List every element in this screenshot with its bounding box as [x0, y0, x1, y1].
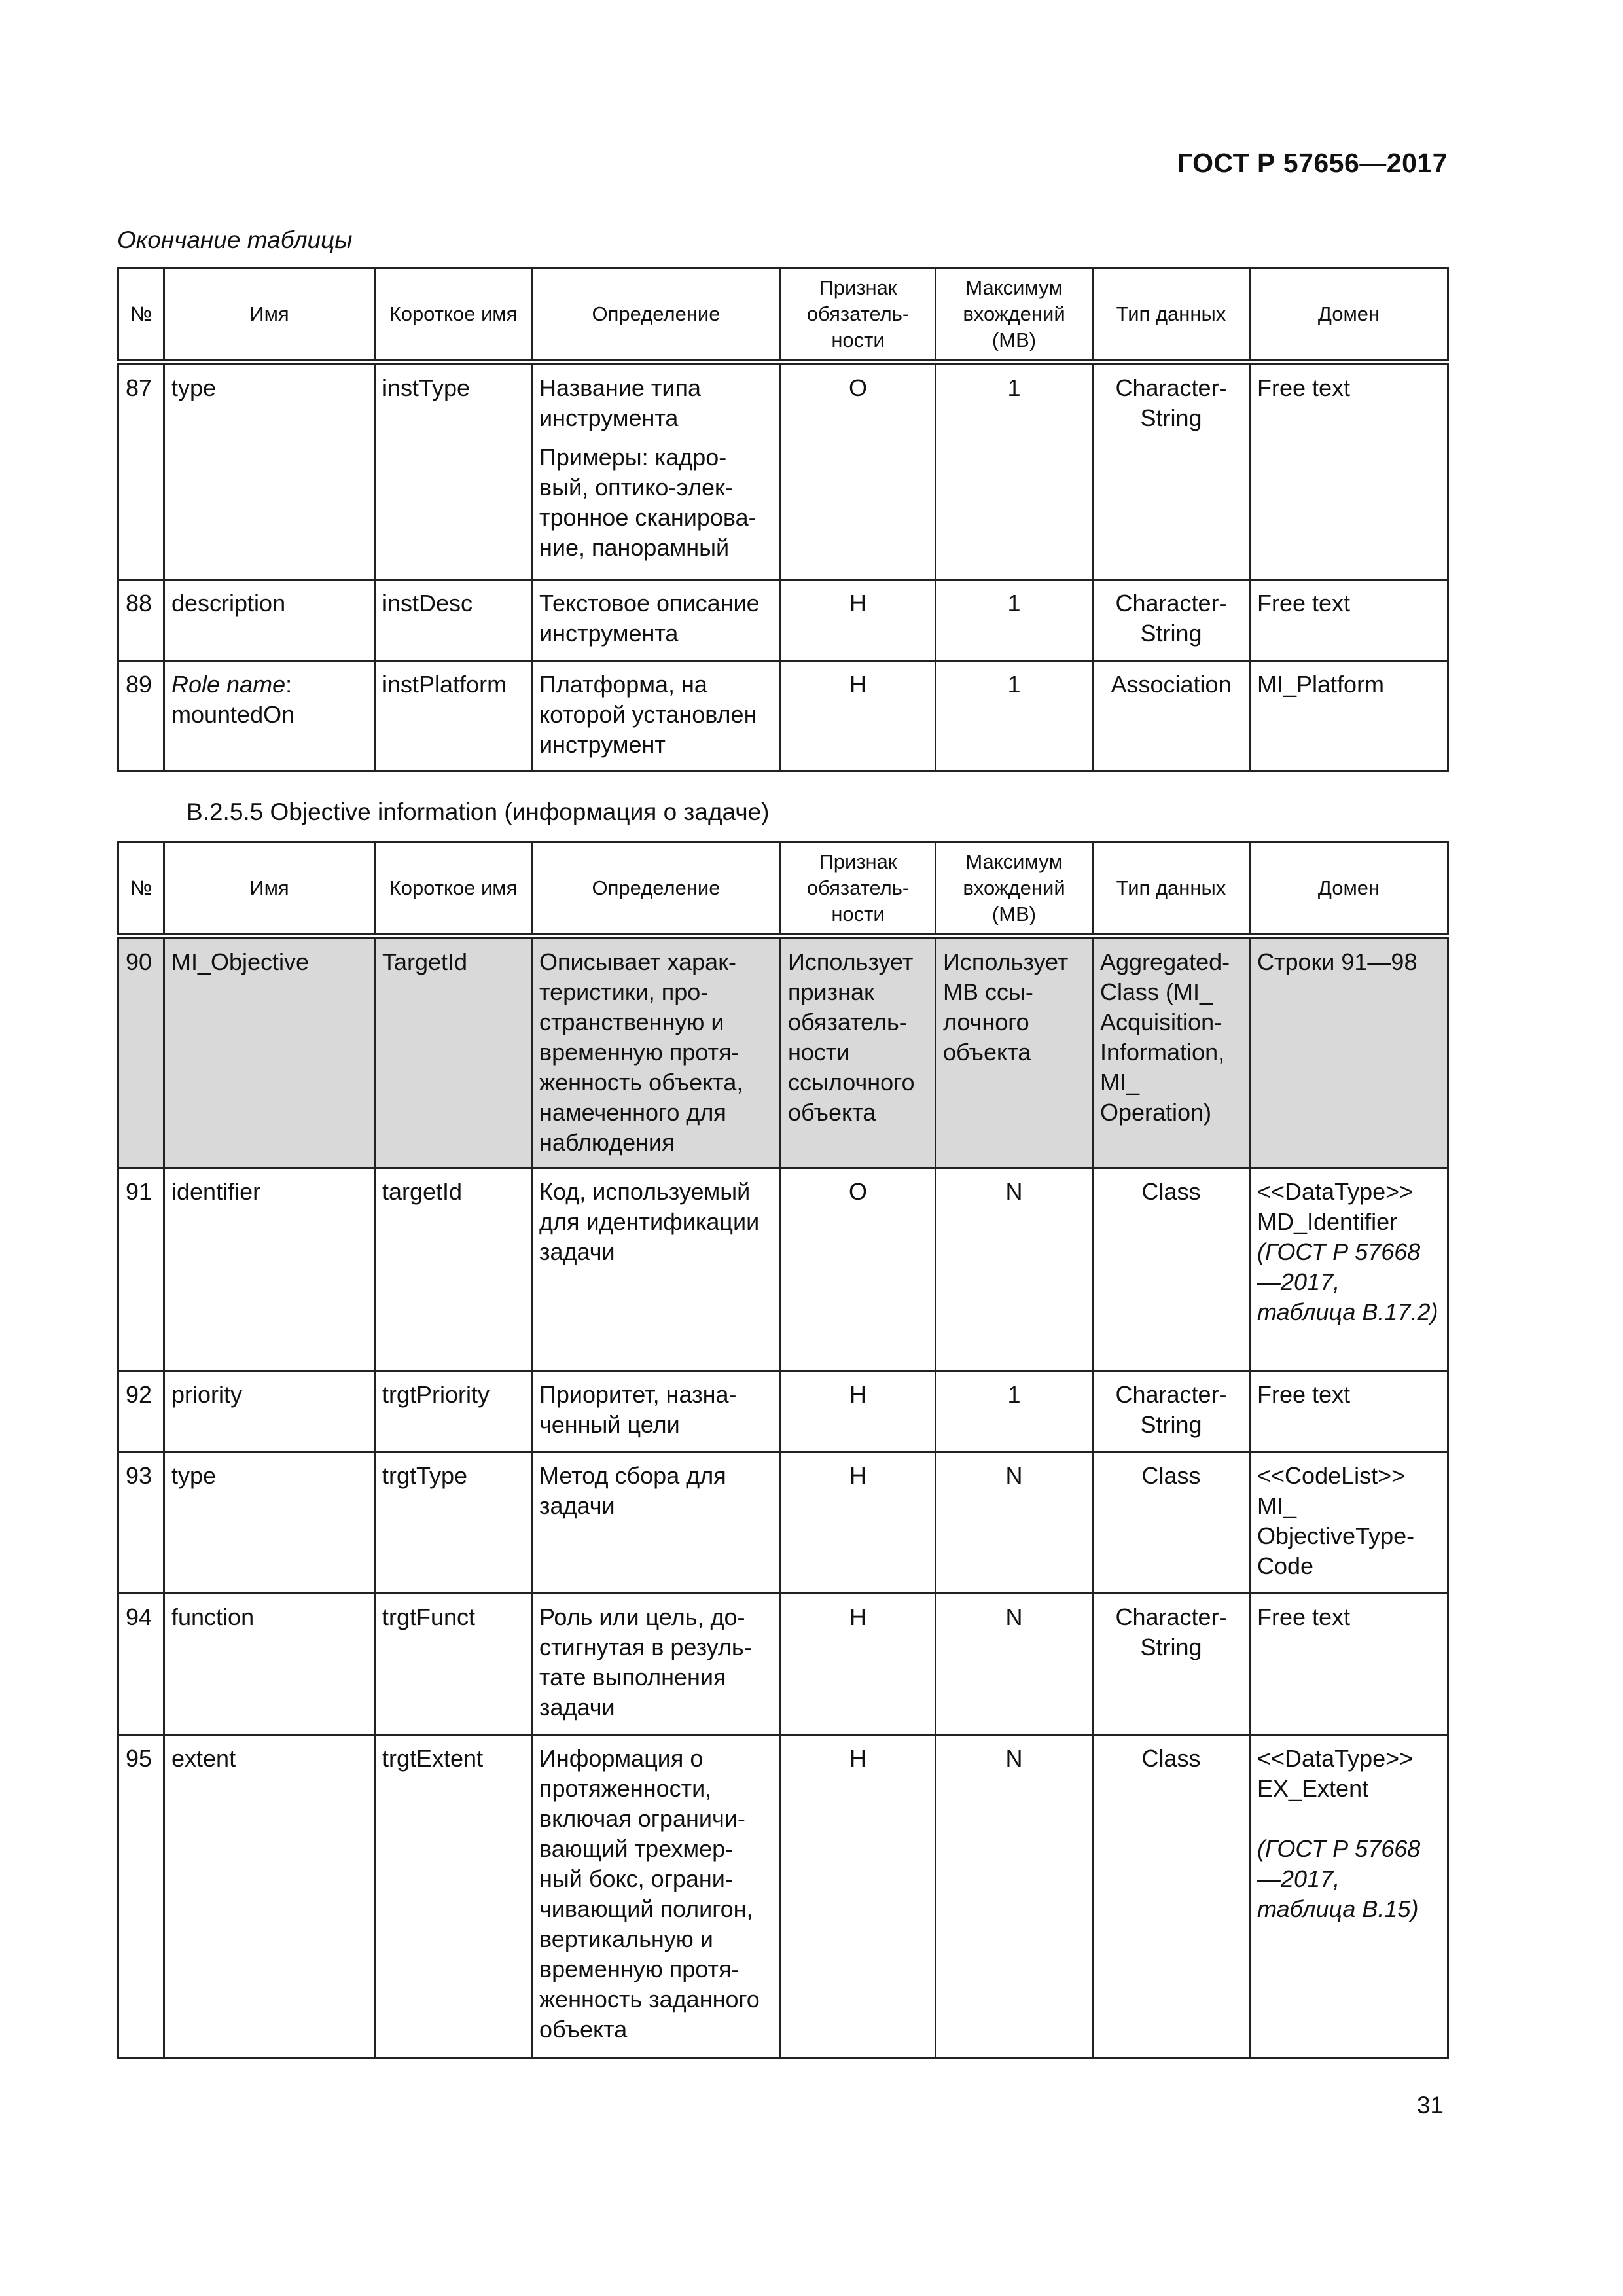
cell-name: function — [164, 1594, 375, 1735]
cell-name: priority — [164, 1371, 375, 1452]
attributes-table-2 — [117, 841, 1449, 2059]
domain-text: <<DataType>> MD_Identifier — [1257, 1178, 1414, 1235]
domain-text: <<DataType>> EX_Extent — [1257, 1745, 1414, 1802]
cell-obligation: Н — [781, 1735, 936, 2058]
column-header-obligation: Признак обязатель-ности — [781, 842, 936, 937]
cell-obligation: Н — [781, 1452, 936, 1594]
cell-obligation: Н — [781, 1371, 936, 1452]
column-header-short-name: Короткое имя — [375, 842, 532, 937]
cell-obligation: Н — [781, 1594, 936, 1735]
cell-domain — [1250, 1735, 1448, 2058]
cell-short-name: TargetId — [375, 937, 532, 1168]
cell-obligation: О — [781, 1168, 936, 1371]
cell-definition: Информация о протяженности, включая ограничи-вающий трехмер-ный бокс, ограни-чивающий полигон, вертикальную и временную протя-женность заданного объекта — [532, 1735, 781, 2058]
cell-obligation: Использует признак обязатель-ности ссылочного объекта — [781, 937, 936, 1168]
cell-definition: Код, используемый для идентификации задачи — [532, 1168, 781, 1371]
cell-data-type: Class — [1093, 1735, 1250, 2058]
cell-number: 88 — [118, 580, 164, 661]
cell-name — [164, 661, 375, 771]
cell-name: extent — [164, 1735, 375, 2058]
table-header-row — [118, 268, 1448, 363]
cell-short-name: trgtExtent — [375, 1735, 532, 2058]
column-header-max-occurrence: Максимум вхождений (МВ) — [936, 842, 1093, 937]
cell-max-occurrence: 1 — [936, 580, 1093, 661]
cell-max-occurrence: N — [936, 1735, 1093, 2058]
cell-max-occurrence: N — [936, 1594, 1093, 1735]
cell-definition: Описывает харак-теристики, про-странственную и временную протя-женность объекта, намеченного для наблюдения — [532, 937, 781, 1168]
cell-domain: Free text — [1250, 580, 1448, 661]
cell-definition: Метод сбора для задачи — [532, 1452, 781, 1594]
cell-data-type: Class — [1093, 1168, 1250, 1371]
column-header-data-type: Тип данных — [1093, 842, 1250, 937]
column-header-max-occurrence: Максимум вхождений (МВ) — [936, 268, 1093, 363]
cell-name: type — [164, 1452, 375, 1594]
column-header-definition: Определение — [532, 842, 781, 937]
cell-short-name: targetId — [375, 1168, 532, 1371]
table-row — [118, 363, 1448, 580]
table-row — [118, 1594, 1448, 1735]
cell-number: 90 — [118, 937, 164, 1168]
table-header-row — [118, 842, 1448, 937]
column-header-name: Имя — [164, 842, 375, 937]
role-name-label: Role name — [171, 671, 286, 698]
role-name-value: : mountedOn — [171, 671, 295, 728]
cell-max-occurrence: 1 — [936, 1371, 1093, 1452]
column-header-short-name: Короткое имя — [375, 268, 532, 363]
cell-short-name: trgtFunct — [375, 1594, 532, 1735]
cell-max-occurrence: Использует МВ ссы-лочного объекта — [936, 937, 1093, 1168]
document-code: ГОСТ Р 57656—2017 — [1177, 148, 1448, 178]
cell-domain: <<CodeList>> MI_ ObjectiveType-Code — [1250, 1452, 1448, 1594]
cell-obligation: Н — [781, 580, 936, 661]
cell-definition: Роль или цель, до-стигнутая в резуль-тате выполнения задачи — [532, 1594, 781, 1735]
column-header-domain: Домен — [1250, 268, 1448, 363]
cell-max-occurrence: N — [936, 1168, 1093, 1371]
column-header-domain: Домен — [1250, 842, 1448, 937]
table-caption: Окончание таблицы — [117, 226, 353, 253]
cell-number: 89 — [118, 661, 164, 771]
cell-data-type: Character-String — [1093, 1371, 1250, 1452]
cell-definition: Текстовое описание инструмента — [532, 580, 781, 661]
definition-text: Название типа инструмента — [539, 374, 701, 431]
cell-data-type: Class — [1093, 1452, 1250, 1594]
cell-short-name: instPlatform — [375, 661, 532, 771]
cell-data-type: Character-String — [1093, 363, 1250, 580]
cell-number: 87 — [118, 363, 164, 580]
cell-short-name: instDesc — [375, 580, 532, 661]
table-row — [118, 580, 1448, 661]
domain-reference: (ГОСТ Р 57668—2017, таблица B.17.2) — [1257, 1238, 1438, 1325]
table-row — [118, 661, 1448, 771]
cell-short-name: trgtPriority — [375, 1371, 532, 1452]
section-title: B.2.5.5 Objective information (информация о задаче) — [187, 798, 770, 825]
cell-max-occurrence: N — [936, 1452, 1093, 1594]
cell-number: 93 — [118, 1452, 164, 1594]
table-row — [118, 1735, 1448, 2058]
column-header-obligation: Признак обязатель-ности — [781, 268, 936, 363]
cell-name: description — [164, 580, 375, 661]
cell-name: MI_Objective — [164, 937, 375, 1168]
cell-data-type: Character-String — [1093, 1594, 1250, 1735]
cell-short-name: trgtType — [375, 1452, 532, 1594]
cell-data-type: Aggregated-Class (MI_ Acquisition-Information, MI_ Operation) — [1093, 937, 1250, 1168]
domain-reference: (ГОСТ Р 57668—2017, таблица B.15) — [1257, 1835, 1421, 1922]
table-row — [118, 1371, 1448, 1452]
column-header-name: Имя — [164, 268, 375, 363]
cell-definition: Приоритет, назна-ченный цели — [532, 1371, 781, 1452]
table-row — [118, 1168, 1448, 1371]
page-number: 31 — [1416, 2092, 1444, 2119]
cell-definition: Платформа, на которой установлен инструмент — [532, 661, 781, 771]
cell-obligation: Н — [781, 661, 936, 771]
cell-name: type — [164, 363, 375, 580]
cell-domain: Строки 91—98 — [1250, 937, 1448, 1168]
definition-examples: Примеры: кадро-вый, оптико-элек-тронное сканирова-ние, панорамный — [539, 444, 757, 561]
column-header-number: № — [118, 842, 164, 937]
cell-short-name: instType — [375, 363, 532, 580]
table-row — [118, 1452, 1448, 1594]
column-header-data-type: Тип данных — [1093, 268, 1250, 363]
cell-data-type: Association — [1093, 661, 1250, 771]
cell-number: 92 — [118, 1371, 164, 1452]
cell-domain: Free text — [1250, 363, 1448, 580]
cell-max-occurrence: 1 — [936, 661, 1093, 771]
cell-name: identifier — [164, 1168, 375, 1371]
cell-number: 91 — [118, 1168, 164, 1371]
cell-domain: Free text — [1250, 1371, 1448, 1452]
cell-data-type: Character-String — [1093, 580, 1250, 661]
cell-obligation: О — [781, 363, 936, 580]
cell-definition — [532, 363, 781, 580]
column-header-number: № — [118, 268, 164, 363]
cell-max-occurrence: 1 — [936, 363, 1093, 580]
cell-domain: Free text — [1250, 1594, 1448, 1735]
cell-number: 94 — [118, 1594, 164, 1735]
table-row — [118, 937, 1448, 1168]
cell-domain — [1250, 1168, 1448, 1371]
cell-number: 95 — [118, 1735, 164, 2058]
attributes-table-1 — [117, 267, 1449, 772]
cell-domain: MI_Platform — [1250, 661, 1448, 771]
column-header-definition: Определение — [532, 268, 781, 363]
